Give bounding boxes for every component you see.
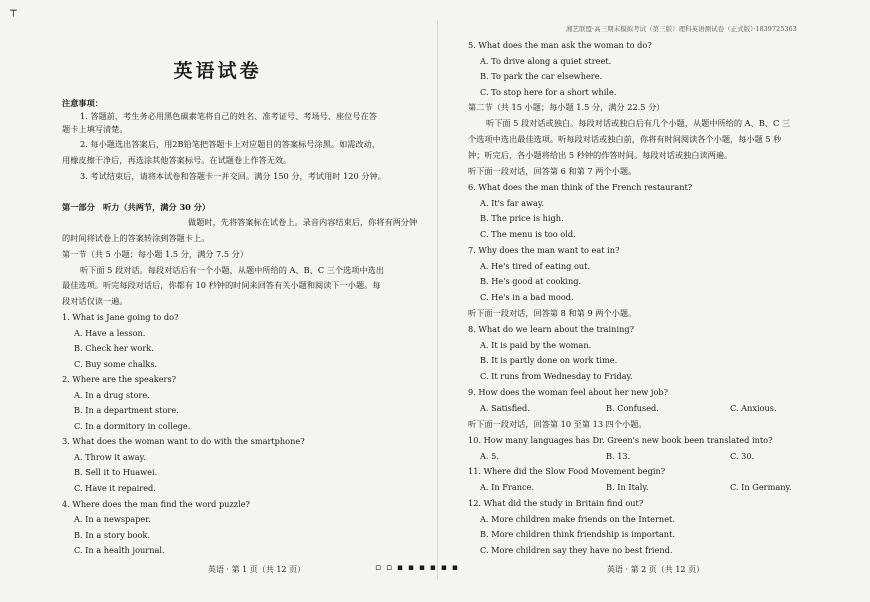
- right-page: [435, 0, 870, 602]
- question-text: 2. Where are the speakers?: [62, 374, 177, 384]
- answer-option: B. To park the car elsewhere.: [480, 71, 603, 81]
- notice-line: 1. 答题前，考生务必用黑色碳素笔将自己的姓名、准考证号、考场号、座位号在答: [80, 111, 377, 121]
- section1-intro-line: 听下面 5 段对话。每段对话后有一个小题，从题中所给的 A、B、C 三个选项中选出: [80, 265, 385, 275]
- answer-option: B. 13.: [606, 451, 631, 461]
- notice-line: 题卡上填写清楚。: [62, 124, 128, 134]
- answer-option: B. More children think friendship is important.: [480, 529, 675, 539]
- answer-option: B. In a story book.: [74, 530, 151, 540]
- part1-intro-line: 做题时，先将答案标在试卷上。录音内容结束后，你将有两分钟: [188, 217, 418, 227]
- answer-option: C. To stop here for a short while.: [480, 87, 617, 97]
- answer-option: A. In France.: [480, 482, 535, 492]
- question-text: 3. What does the woman want to do with the smartphone?: [62, 436, 305, 446]
- answer-option: B. He's good at cooking.: [480, 276, 582, 286]
- notice-line: 2. 每小题选出答案后，用2B铅笔把答题卡上对应题目的答案标号涂黑。如需改动，: [80, 139, 381, 149]
- answer-option: B. It is partly done on work time.: [480, 355, 618, 365]
- question-text: 5. What does the man ask the woman to do?: [468, 40, 652, 50]
- question-text: 11. Where did the Slow Food Movement begin?: [468, 466, 666, 476]
- page-footer: 英语 · 第 1 页（共 12 页）: [208, 565, 306, 574]
- header-watermark-strip: 湘艺联盟·高三期末模拟考试（第三版）理科英语测试卷（正式版）·1839725363: [566, 25, 797, 33]
- answer-option: B. In a department store.: [74, 405, 179, 415]
- answer-option: A. In a drug store.: [74, 390, 150, 400]
- question-text: 10. How many languages has Dr. Green's new book been translated into?: [468, 435, 773, 445]
- answer-option: A. Have a lesson.: [74, 328, 146, 338]
- answer-option: A. It's far away.: [480, 198, 545, 208]
- section1-intro-line: 段对话仅读一遍。: [62, 296, 128, 306]
- answer-option: A. He's tired of eating out.: [480, 261, 591, 271]
- section1-intro-line: 最佳选项。听完每段对话后，你都有 10 秒钟的时间来回答有关小题和阅读下一小题。每: [62, 280, 381, 290]
- crop-mark-icon: ┬: [10, 4, 17, 17]
- question-text: 7. Why does the man want to eat in?: [468, 245, 620, 255]
- group-lead: 听下面一段对话，回答第 8 和第 9 两个小题。: [468, 308, 637, 318]
- answer-option: C. In a dormitory in college.: [74, 421, 191, 431]
- page-title: 英语试卷: [173, 60, 262, 82]
- answer-option: C. More children say they have no best friend.: [480, 545, 673, 555]
- question-text: 4. Where does the man find the word puzzle?: [62, 499, 250, 509]
- answer-option: B. The price is high.: [480, 213, 564, 223]
- answer-option: A. 5.: [480, 451, 499, 461]
- answer-option: B. Check her work.: [74, 343, 154, 353]
- answer-option: C. Anxious.: [730, 403, 777, 413]
- answer-option: A. To drive along a quiet street.: [480, 56, 612, 66]
- group-lead: 听下面一段对话，回答第 6 和第 7 两个小题。: [468, 166, 637, 176]
- answer-option: B. Confused.: [606, 403, 659, 413]
- page-footer: 英语 · 第 2 页（共 12 页）: [607, 565, 705, 574]
- answer-option: C. He's in a bad mood.: [480, 292, 574, 302]
- notice-title: 注意事项：: [62, 98, 103, 108]
- part1-heading: 第一部分 听力（共两节，满分 30 分）: [62, 202, 211, 212]
- answer-option: A. Throw it away.: [74, 452, 146, 462]
- question-text: 12. What did the study in Britain find out?: [468, 498, 644, 508]
- notice-line: 用橡皮擦干净后，再选涂其他答案标号。在试题卷上作答无效。: [62, 155, 292, 165]
- section2-intro-line: 个选项中选出最佳选项。听每段对话或独白前，你将有时间阅读各个小题，每小题 5 秒: [468, 134, 782, 144]
- part1-intro-line: 的时间将试卷上的答案转涂到答题卡上。: [62, 233, 210, 243]
- question-text: 9. How does the woman feel about her new job?: [468, 387, 669, 397]
- notice-line: 3. 考试结束后，请将本试卷和答题卡一并交回。满分 150 分，考试用时 120 分钟。: [80, 171, 386, 181]
- answer-option: C. Have it repaired.: [74, 483, 156, 493]
- answer-option: C. 30.: [730, 451, 755, 461]
- answer-option: C. The menu is too old.: [480, 229, 576, 239]
- answer-option: A. In a newspaper.: [74, 514, 151, 524]
- section2-intro-line: 钟；听完后，各小题将给出 5 秒钟的作答时间。每段对话或独白读两遍。: [468, 150, 733, 160]
- answer-option: A. More children make friends on the Internet.: [480, 514, 675, 524]
- question-text: 1. What is Jane going to do?: [62, 312, 179, 322]
- group-lead: 听下面一段对话，回答第 10 至第 13 四个小题。: [468, 419, 647, 429]
- section1-heading: 第一节（共 5 小题；每小题 1.5 分，满分 7.5 分）: [62, 249, 249, 259]
- answer-option: B. Sell it to Huawei.: [74, 467, 158, 477]
- answer-option: A. Satisfied.: [480, 403, 530, 413]
- question-text: 8. What do we learn about the training?: [468, 324, 634, 334]
- page-indicator-dots: ▫ ▫ ▪ ▪ ▪ ▪ ▪ ▪: [375, 563, 459, 573]
- section2-intro-line: 听下面 5 段对话或独白。每段对话或独白后有几个小题，从题中所给的 A、B、C 三: [486, 118, 791, 128]
- answer-option: C. In Germany.: [730, 482, 792, 492]
- section2-heading: 第二节（共 15 小题；每小题 1.5 分，满分 22.5 分）: [468, 102, 665, 112]
- answer-option: C. In a health journal.: [74, 545, 165, 555]
- answer-option: C. It runs from Wednesday to Friday.: [480, 371, 633, 381]
- answer-option: A. It is paid by the woman.: [480, 340, 592, 350]
- question-text: 6. What does the man think of the French restaurant?: [468, 182, 693, 192]
- answer-option: C. Buy some chalks.: [74, 359, 158, 369]
- answer-option: B. In Italy.: [606, 482, 649, 492]
